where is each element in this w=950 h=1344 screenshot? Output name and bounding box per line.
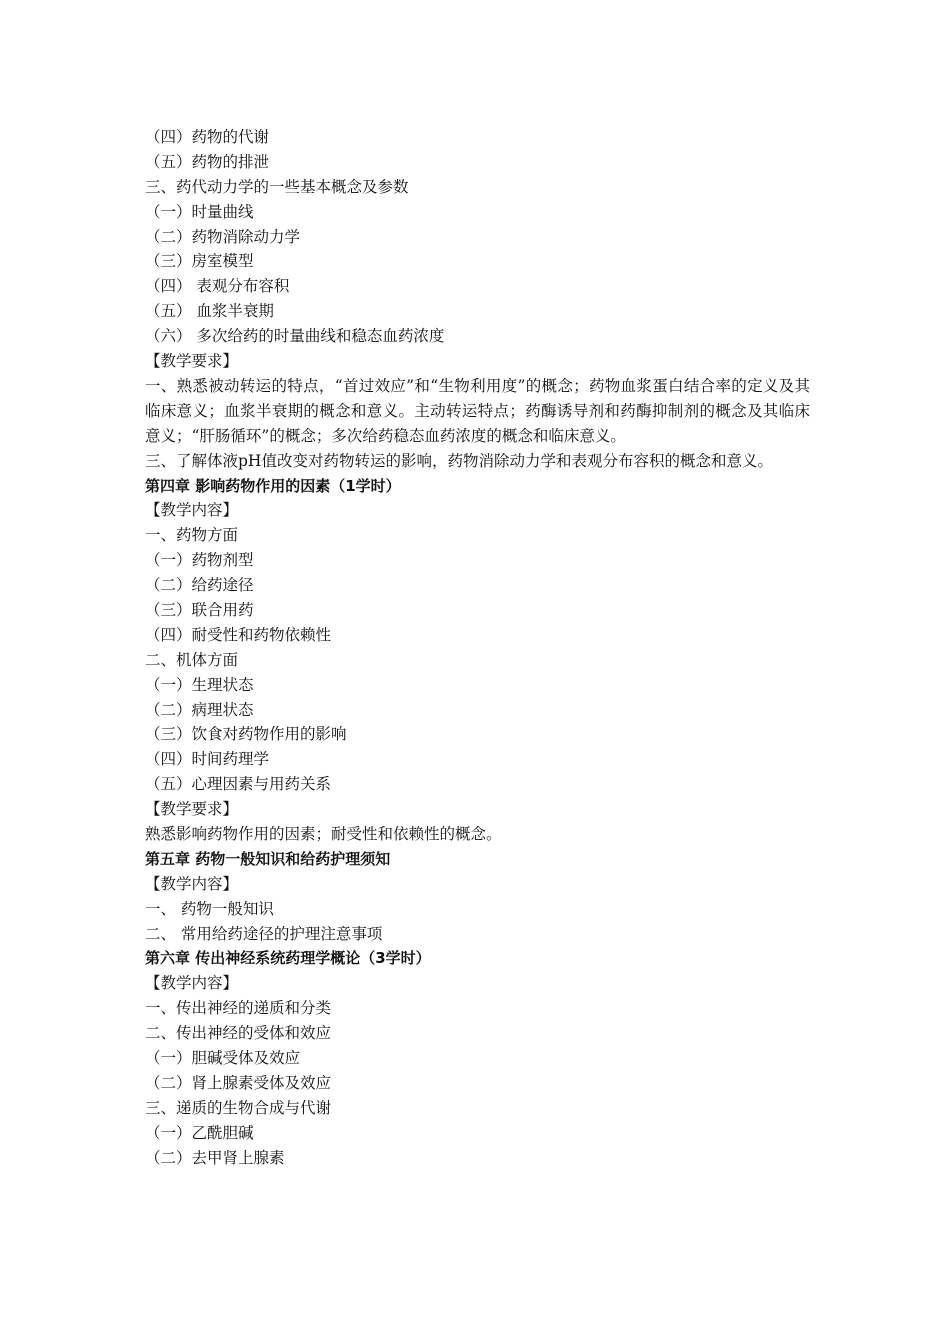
section-heading: 一、药物方面 bbox=[145, 526, 239, 545]
text-line: （三）联合用药 bbox=[145, 600, 254, 619]
text-line: （四）耐受性和药物依赖性 bbox=[145, 625, 332, 644]
paragraph: 三、了解体液pH值改变对药物转运的影响，药物消除动力学和表观分布容积的概念和意义。 bbox=[145, 451, 773, 470]
text-line: （一）药物剂型 bbox=[145, 551, 254, 570]
text-line: （二）病理状态 bbox=[145, 700, 254, 719]
section-heading: 二、机体方面 bbox=[145, 650, 239, 669]
text-line: （一）生理状态 bbox=[145, 675, 254, 694]
text-line: （四）时间药理学 bbox=[145, 750, 270, 769]
text-line: 熟悉影响药物作用的因素；耐受性和依赖性的概念。 bbox=[145, 825, 502, 843]
teaching-content-label: 【教学内容】 bbox=[145, 974, 239, 993]
section-heading: 一、传出神经的递质和分类 bbox=[145, 999, 332, 1018]
text-line: （四）药物的代谢 bbox=[145, 128, 270, 146]
text-line: （六） 多次给药的时量曲线和稳态血药浓度 bbox=[145, 327, 445, 346]
section-heading: 二、 常用给药途径的护理注意事项 bbox=[145, 924, 383, 943]
section-heading: 三、药代动力学的一些基本概念及参数 bbox=[145, 177, 409, 196]
section-heading: 三、递质的生物合成与代谢 bbox=[145, 1098, 332, 1117]
text-line: （三）房室模型 bbox=[145, 252, 254, 271]
text-line: （三）饮食对药物作用的影响 bbox=[145, 725, 347, 744]
document-page bbox=[145, 125, 810, 1170]
paragraph: 一、熟悉被动转运的特点，“首过效应”和“生物利用度”的概念；药物血浆蛋白结合率的定义及其临床意义；血浆半衰期的概念和意义。主动转运特点；药酶诱导剂和药酶抑制剂的概念及其临床意义；“肝肠循环”的概念；多次给药稳态血药浓度的概念和临床意义。 bbox=[145, 376, 810, 445]
chapter-heading: 第四章 影响药物作用的因素（1学时） bbox=[145, 476, 401, 495]
text-line: （一）胆碱受体及效应 bbox=[145, 1049, 301, 1068]
section-heading: 一、 药物一般知识 bbox=[145, 899, 274, 918]
text-line: （五）药物的排泄 bbox=[145, 152, 270, 171]
text-line: （二）给药途径 bbox=[145, 576, 254, 595]
text-line: （五）心理因素与用药关系 bbox=[145, 775, 332, 794]
text-line: （二）肾上腺素受体及效应 bbox=[145, 1073, 332, 1092]
text-line: （一）时量曲线 bbox=[145, 202, 254, 221]
chapter-heading: 第五章 药物一般知识和给药护理须知 bbox=[145, 849, 391, 868]
text-line: （二）药物消除动力学 bbox=[145, 227, 301, 246]
teaching-requirements-label: 【教学要求】 bbox=[145, 352, 239, 371]
text-line: （五） 血浆半衰期 bbox=[145, 302, 274, 321]
text-line: （二）去甲肾上腺素 bbox=[145, 1148, 285, 1167]
chapter-heading: 第六章 传出神经系统药理学概论（3学时） bbox=[145, 949, 431, 968]
teaching-content-label: 【教学内容】 bbox=[145, 874, 239, 893]
text-line: （四） 表观分布容积 bbox=[145, 277, 290, 296]
teaching-content-label: 【教学内容】 bbox=[145, 501, 239, 520]
section-heading: 二、传出神经的受体和效应 bbox=[145, 1024, 332, 1043]
teaching-requirements-label: 【教学要求】 bbox=[145, 800, 239, 819]
text-line: （一）乙酰胆碱 bbox=[145, 1123, 254, 1142]
